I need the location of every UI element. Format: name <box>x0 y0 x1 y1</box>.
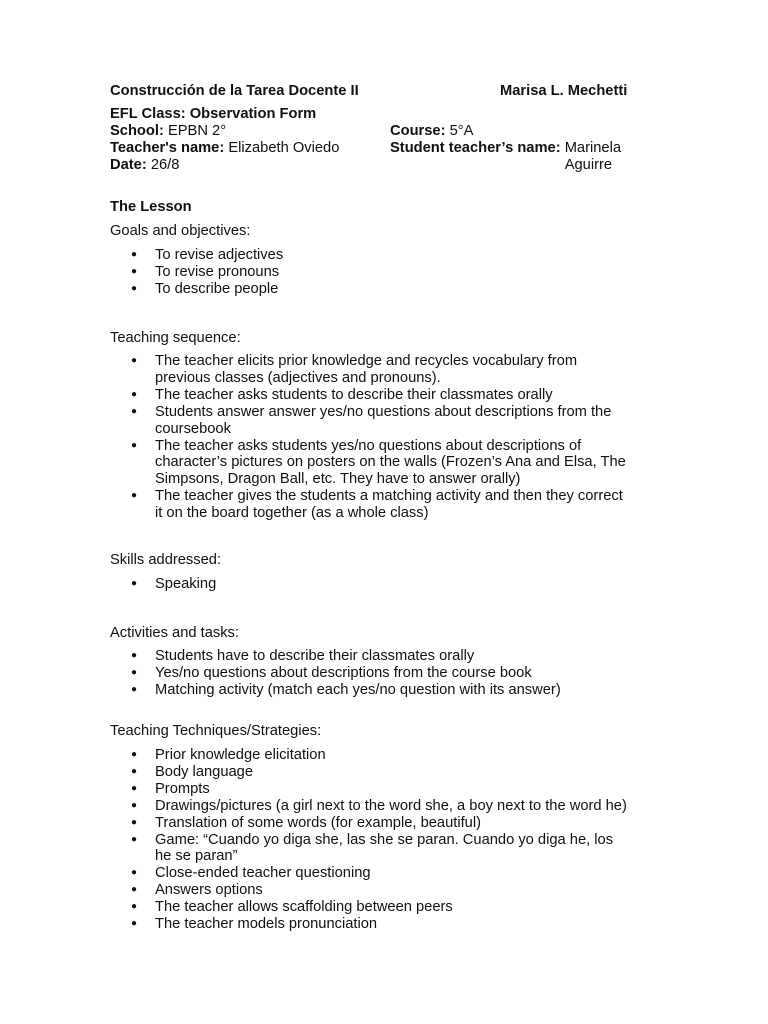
form-title: EFL Class: Observation Form <box>110 106 317 122</box>
activities-item: ● Students have to describe their classmates orally <box>110 648 710 665</box>
activities-item: ● Matching activity (match each yes/no question with its answer) <box>110 682 710 699</box>
date-label: Date: <box>110 157 147 173</box>
sequence-item: ● Students answer answer yes/no questions about descriptions from the coursebook <box>110 404 710 438</box>
date-field <box>110 157 179 174</box>
student-teacher-field <box>390 140 627 174</box>
goals-item: ● To describe people <box>110 281 710 298</box>
goals-item: ● To revise adjectives <box>110 247 710 264</box>
techniques-item: ● Prompts <box>110 781 710 798</box>
student-teacher-value: Marinela Aguirre <box>564 140 622 173</box>
techniques-item: ● Game: “Cuando yo diga she, las she se paran. Cuando yo diga he, los he se paran” <box>110 832 710 866</box>
course-label: Course: <box>390 123 446 139</box>
techniques-item: ● The teacher models pronunciation <box>110 916 710 933</box>
school-field <box>110 123 226 140</box>
techniques-item: ● The teacher allows scaffolding between peers <box>110 899 710 916</box>
sequence-item: ● The teacher asks students to describe their classmates orally <box>110 387 710 404</box>
sequence-heading: Teaching sequence: <box>110 330 241 346</box>
techniques-item: ● Body language <box>110 764 710 781</box>
techniques-item: ● Drawings/pictures (a girl next to the word she, a boy next to the word he) <box>110 798 710 815</box>
goals-heading: Goals and objectives: <box>110 223 251 239</box>
sequence-item: ● The teacher elicits prior knowledge and recycles vocabulary from previous classes (adjectives and pronouns). <box>110 353 710 387</box>
skills-item: ● Speaking <box>110 576 710 593</box>
techniques-item: ● Close-ended teacher questioning <box>110 865 710 882</box>
sequence-list <box>110 353 710 522</box>
school-label: School: <box>110 123 164 139</box>
techniques-item: ● Answers options <box>110 882 710 899</box>
document-title: Construcción de la Tarea Docente II <box>110 83 359 99</box>
teacher-name-value: Elizabeth Oviedo <box>228 140 340 156</box>
student-teacher-label: Student teacher’s name: <box>390 140 561 156</box>
activities-list <box>110 648 710 699</box>
techniques-item: ● Translation of some words (for example, beautiful) <box>110 815 710 832</box>
course-value: 5°A <box>449 123 474 139</box>
goals-list <box>110 247 710 298</box>
teacher-name-label: Teacher's name: <box>110 140 225 156</box>
lesson-heading: The Lesson <box>110 199 192 215</box>
skills-heading: Skills addressed: <box>110 552 222 568</box>
skills-list <box>110 576 710 593</box>
course-field <box>390 123 473 140</box>
techniques-list <box>110 747 710 933</box>
teacher-name-field <box>110 140 339 157</box>
sequence-item: ● The teacher asks students yes/no questions about descriptions of character’s pictures on posters on the walls (Frozen’s Ana and Elsa, The Simpsons, Dragon Ball, etc. They have to answer orally) <box>110 438 710 489</box>
school-value: EPBN 2° <box>167 123 227 139</box>
techniques-heading: Teaching Techniques/Strategies: <box>110 723 322 739</box>
goals-item: ● To revise pronouns <box>110 264 710 281</box>
author-name: Marisa L. Mechetti <box>500 83 628 99</box>
sequence-item: ● The teacher gives the students a matching activity and then they correct it on the board together (as a whole class) <box>110 488 710 522</box>
techniques-item: ● Prior knowledge elicitation <box>110 747 710 764</box>
activities-item: ● Yes/no questions about descriptions from the course book <box>110 665 710 682</box>
date-value: 26/8 <box>150 157 180 173</box>
activities-heading: Activities and tasks: <box>110 625 239 641</box>
